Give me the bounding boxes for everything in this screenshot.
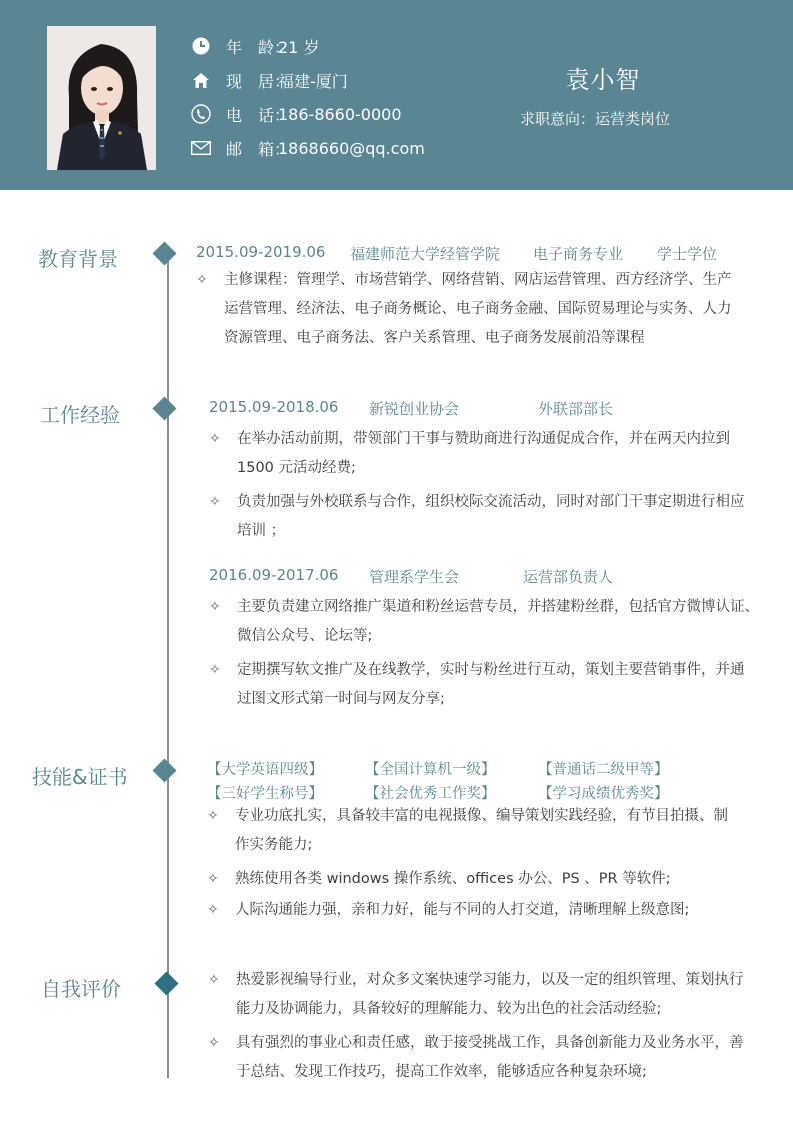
- skills-diamond-icon: [152, 758, 176, 782]
- job-2-date: 2016.09-2017.06: [209, 566, 339, 584]
- info-location: [190, 68, 348, 92]
- bullet-star-icon: ✧: [209, 494, 221, 510]
- job-1-date: 2015.09-2018.06: [209, 398, 339, 416]
- skills-bullet-2: ✧ 熟练使用各类 windows 操作系统、offices 办公、PS 、PR 等软件;: [207, 865, 767, 894]
- education-courses: ✧ 主修课程：管理学、市场营销学、网络营销、网店运营管理、西方经济学、生产 运营管理、经济法、电子商务概论、电子商务金融、国际贸易理论与实务、人力 资源管理、电子商务法、客户关系管理、电子商务发展前沿等课程: [196, 266, 756, 353]
- mail-icon: [190, 138, 212, 158]
- education-school: 福建师范大学经管学院: [350, 245, 501, 263]
- education-date: 2015.09-2019.06: [196, 243, 326, 261]
- skills-bullet-3: ✧ 人际沟通能力强，亲和力好，能与不同的人打交道，清晰理解上级意图;: [207, 896, 767, 925]
- email-value: 1868660@qq.com: [278, 138, 425, 158]
- cert-item: 【学习成绩优秀奖】: [538, 786, 669, 802]
- self-bullet-2: ✧ 具有强烈的事业心和责任感，敢于接受挑战工作，具备创新能力及业务水平，善 于总结、发现工作技巧，提高工作效率，能够适应各种复杂环境;: [208, 1029, 768, 1087]
- portrait-illustration: [47, 26, 156, 170]
- bullet-star-icon: ✧: [208, 972, 220, 988]
- info-age: [190, 34, 319, 58]
- section-title-education: 教育背景: [38, 247, 118, 271]
- education-major: 电子商务专业: [533, 245, 624, 263]
- education-degree: 学士学位: [657, 245, 718, 263]
- job-1-org: 新锐创业协会: [369, 400, 460, 418]
- info-phone: [190, 102, 402, 126]
- job-1-bullet-2: ✧ 负责加强与外校联系与合作，组织校际交流活动，同时对部门干事定期进行相应 培训 ；: [209, 488, 769, 546]
- self-bullet-1: ✧ 热爱影视编导行业，对众多文案快速学习能力，以及一定的组织管理、策划执行 能力及协调能力，具备较好的理解能力、较为出色的社会活动经验;: [208, 966, 768, 1024]
- email-label: 邮 箱：: [226, 139, 291, 159]
- cert-item: 【三好学生称号】: [207, 786, 323, 802]
- bullet-star-icon: ✧: [207, 871, 219, 887]
- section-title-work: 工作经验: [40, 403, 120, 427]
- bullet-star-icon: ✧: [209, 599, 221, 615]
- age-label: 年 龄：: [226, 37, 291, 57]
- section-title-skills: 技能&证书: [32, 765, 128, 789]
- age-value: 21 岁: [278, 37, 320, 57]
- education-diamond-icon: [152, 241, 176, 265]
- job-intent: 求职意向：运营类岗位: [520, 110, 671, 128]
- job-2-bullet-2: ✧ 定期撰写软文推广及在线教学，实时与粉丝进行互动，策划主要营销事件，并通 过图文形式第一时间与网友分享;: [209, 656, 769, 714]
- clock-icon: [190, 36, 212, 56]
- bullet-star-icon: ✧: [208, 1035, 220, 1051]
- location-label: 现 居：: [226, 71, 291, 91]
- cert-item: 【社会优秀工作奖】: [365, 786, 496, 802]
- phone-value: 186-8660-0000: [278, 104, 402, 124]
- job-2-bullet-1: ✧ 主要负责建立网络推广渠道和粉丝运营专员，并搭建粉丝群，包括官方微博认证、 微信公众号、论坛等;: [209, 593, 769, 651]
- candidate-name: 袁小智: [565, 66, 641, 94]
- self-diamond-icon: [154, 971, 178, 995]
- section-title-self: 自我评价: [41, 977, 121, 1001]
- home-icon: [190, 70, 212, 90]
- cert-item: 【全国计算机一级】: [365, 762, 496, 778]
- info-email: [190, 136, 425, 160]
- job-1-bullet-1: ✧ 在举办活动前期，带领部门干事与赞助商进行沟通促成合作，并在两天内拉到 1500 元活动经费;: [209, 425, 769, 483]
- profile-photo: [47, 26, 156, 170]
- job-2-org: 管理系学生会: [369, 568, 460, 586]
- job-1-role: 外联部部长: [538, 400, 614, 418]
- bullet-star-icon: ✧: [209, 662, 221, 678]
- header-banner: [0, 0, 793, 190]
- cert-item: 【大学英语四级】: [207, 762, 323, 778]
- phone-icon: [190, 104, 212, 124]
- phone-label: 电 话：: [226, 105, 291, 125]
- bullet-star-icon: ✧: [209, 431, 221, 447]
- skills-bullet-1: ✧ 专业功底扎实，具备较丰富的电视摄像、编导策划实践经验，有节目拍摄、制 作实务能力;: [207, 802, 767, 860]
- cert-item: 【普通话二级甲等】: [538, 762, 669, 778]
- bullet-star-icon: ✧: [207, 902, 219, 918]
- location-value: 福建-厦门: [278, 71, 348, 91]
- bullet-star-icon: ✧: [207, 808, 219, 824]
- job-2-role: 运营部负责人: [523, 568, 614, 586]
- work-diamond-icon: [152, 396, 176, 420]
- bullet-star-icon: ✧: [196, 272, 208, 288]
- timeline-line: [167, 250, 169, 1078]
